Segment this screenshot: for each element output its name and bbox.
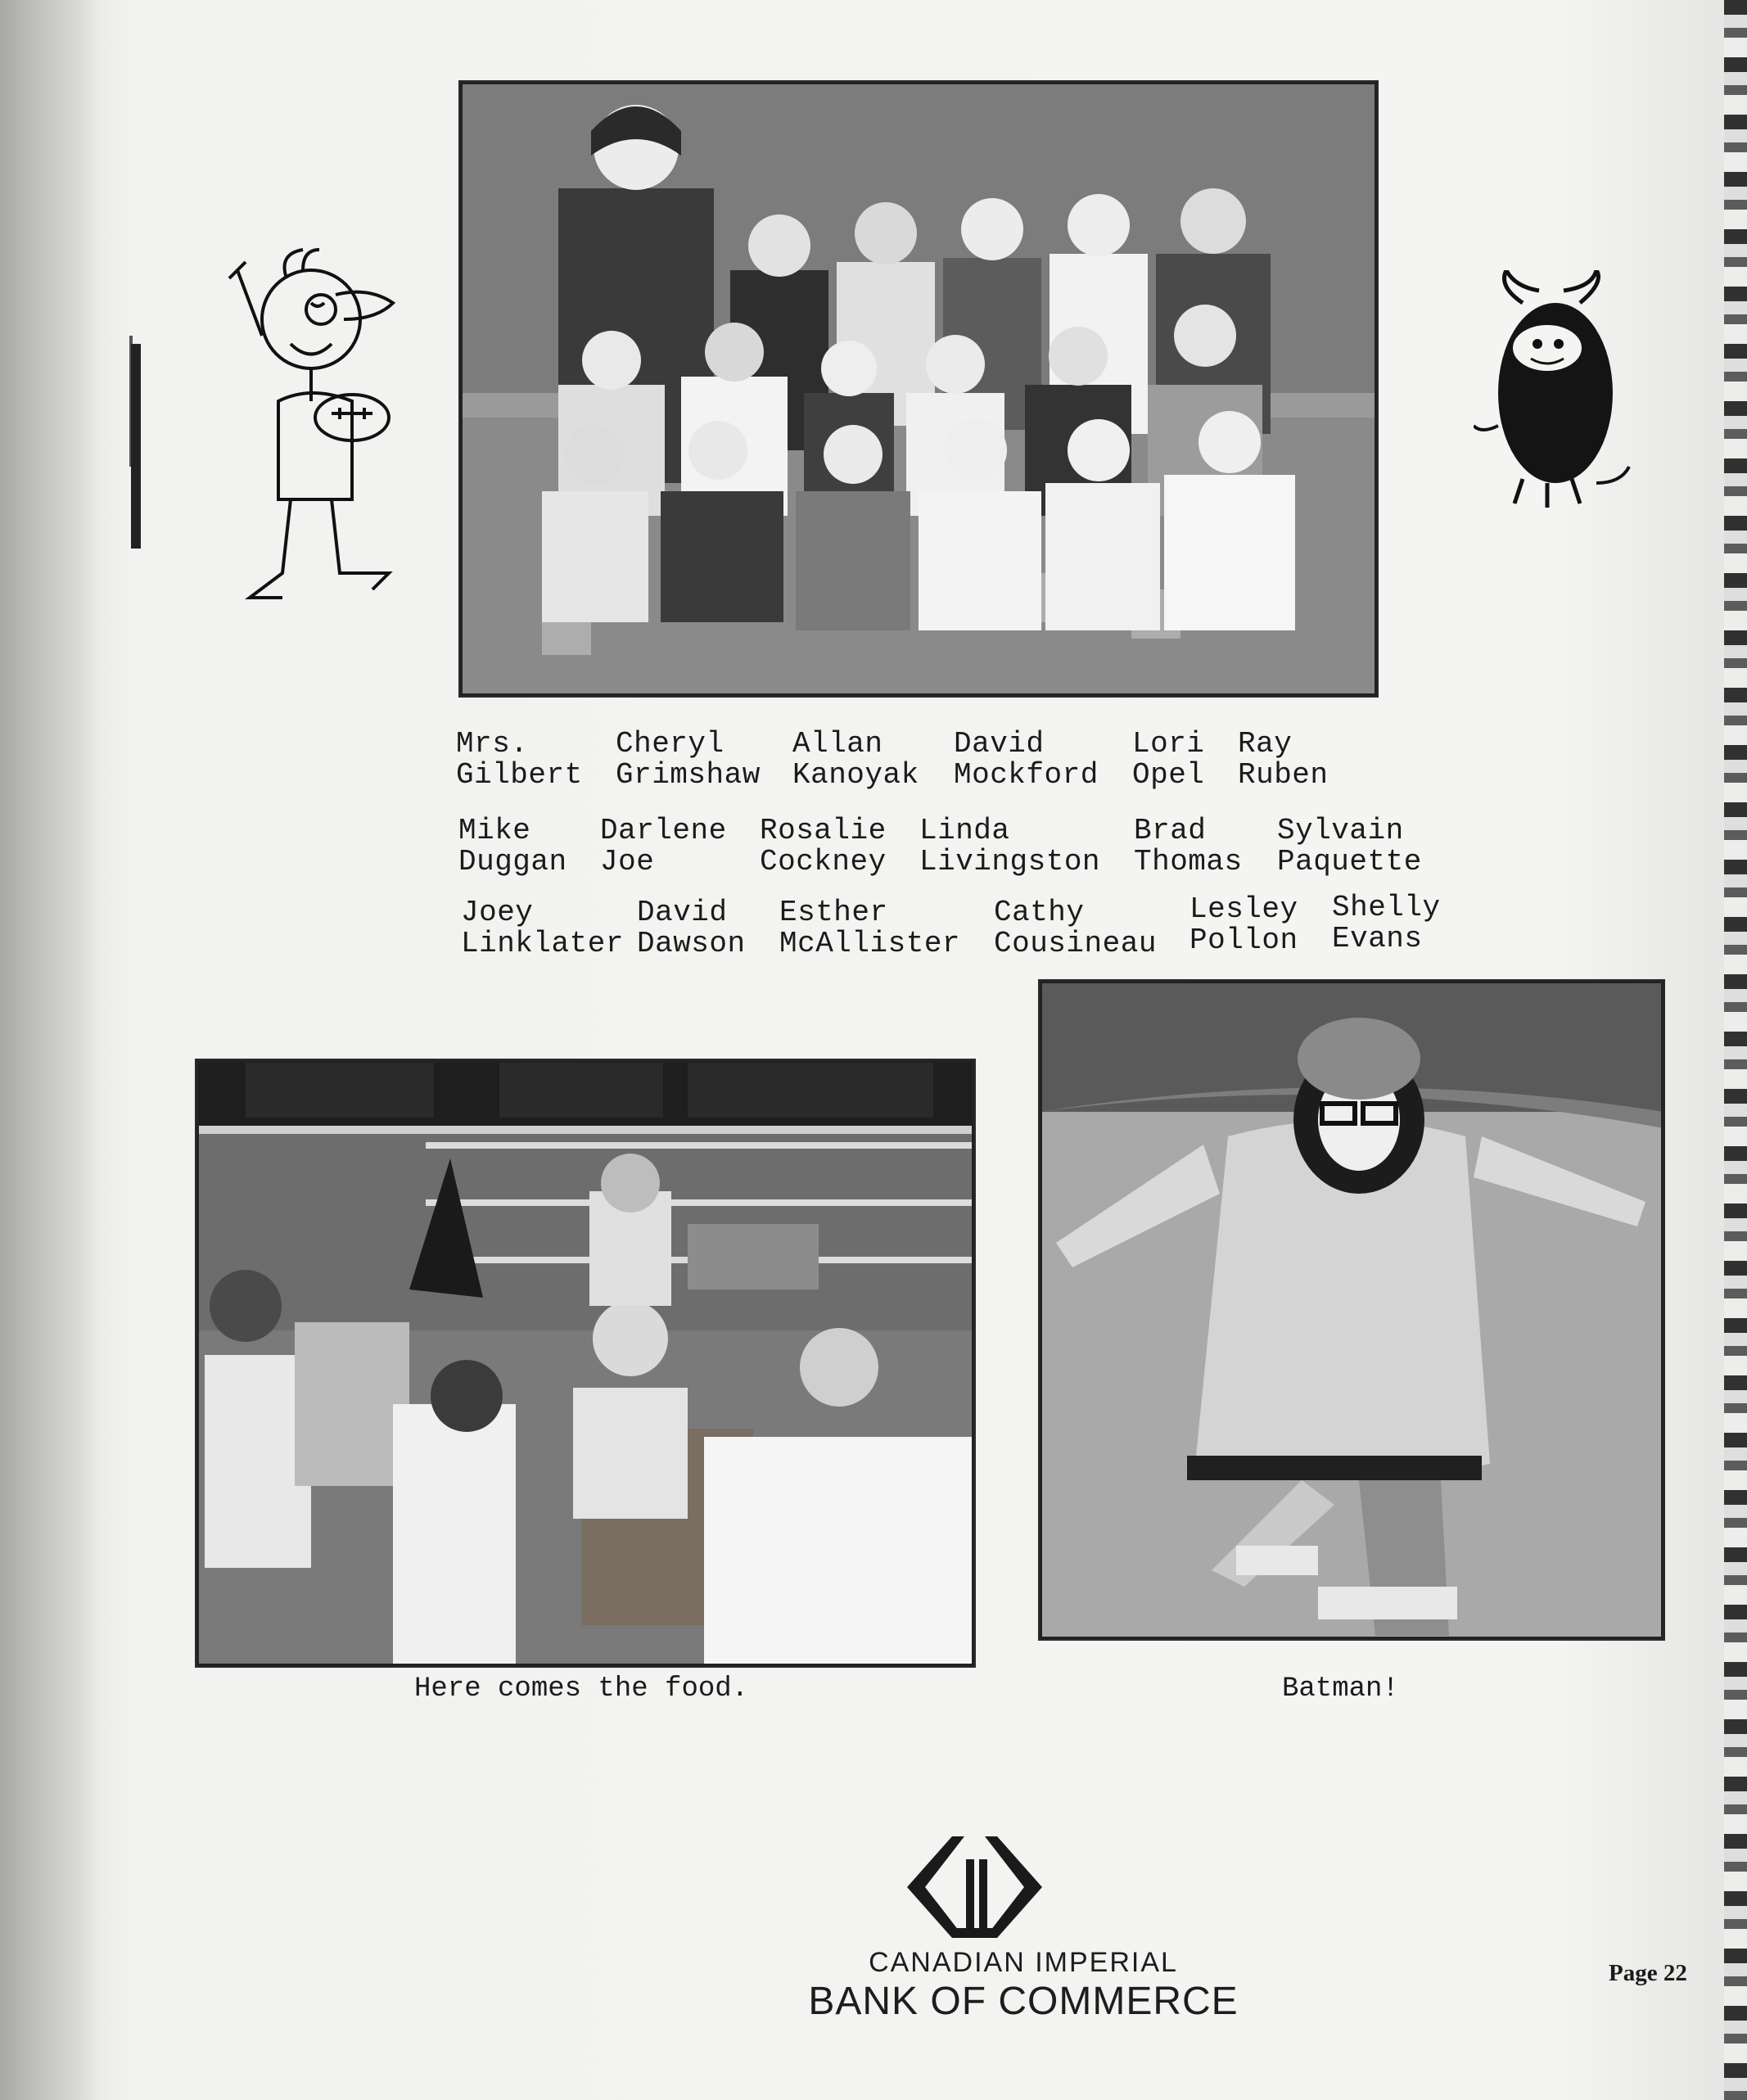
name-entry: Lesley Pollon (1189, 892, 1298, 957)
caption-skating-photo: Batman! (1282, 1673, 1399, 1705)
binding-mark-bar (131, 344, 141, 549)
class-photo (460, 82, 1377, 696)
creature-cartoon (1474, 270, 1637, 516)
name-entry: Mrs. Gilbert (456, 727, 583, 792)
name-entry: David Mockford (954, 727, 1099, 792)
sponsor-line1: CANADIAN IMPERIAL (869, 1947, 1178, 1978)
caption-classroom-photo: Here comes the food. (414, 1673, 749, 1705)
classroom-party-photo (196, 1060, 974, 1666)
cibc-logo-mark-icon (907, 1836, 1042, 1939)
name-entry: Linda Livingston (919, 814, 1101, 878)
sponsor-name (720, 1947, 1326, 2024)
name-entry: Shelly Evans (1332, 891, 1441, 955)
name-entry: Esther McAllister (779, 896, 961, 960)
binding-shadow (0, 0, 98, 2100)
page-number: Page 22 (1609, 1960, 1687, 1986)
name-entry: Mike Duggan (458, 814, 567, 878)
name-entry: David Dawson (637, 896, 746, 960)
name-entry: Cathy Cousineau (994, 896, 1157, 960)
name-entry: Darlene Joe (600, 814, 727, 878)
name-entry: Lori Opel (1132, 727, 1205, 792)
name-entry: Joey Linklater (461, 896, 624, 960)
name-entry: Cheryl Grimshaw (616, 727, 761, 792)
scan-edge (1724, 0, 1747, 2100)
sponsor-line2: BANK OF COMMERCE (808, 1980, 1239, 2023)
name-entry: Sylvain Paquette (1277, 814, 1422, 878)
name-entry: Allan Kanoyak (792, 727, 919, 792)
football-player-cartoon (188, 246, 434, 622)
name-entry: Brad Thomas (1134, 814, 1243, 878)
name-entry: Ray Ruben (1238, 727, 1329, 792)
name-entry: Rosalie Cockney (760, 814, 887, 878)
skating-photo (1040, 981, 1663, 1639)
